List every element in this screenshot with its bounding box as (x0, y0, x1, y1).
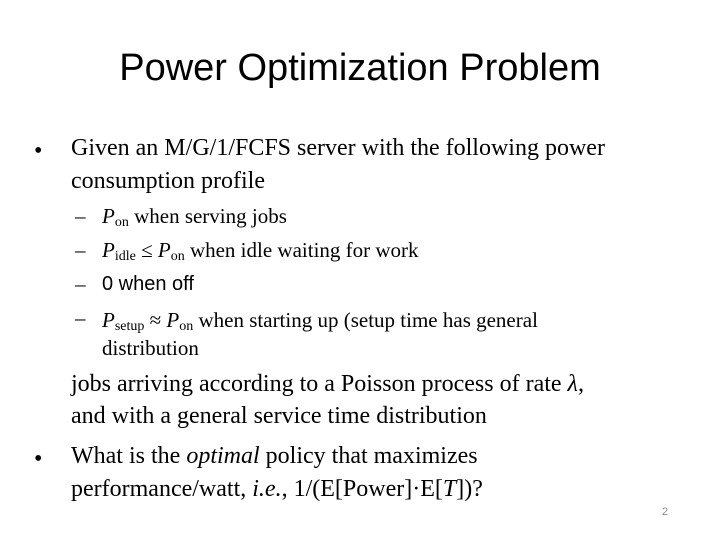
subscript-on: on (179, 319, 194, 334)
ie-emphasis: i.e. (252, 476, 282, 502)
symbol-p: P (102, 308, 115, 332)
bullet-dot-icon: • (34, 138, 43, 164)
continuation-line-2: and with a general service time distribution (71, 403, 487, 429)
dash-icon: – (75, 272, 86, 296)
bullet-1-line-1: Given an M/G/1/FCFS server with the following power (71, 135, 605, 161)
bullet-2-text: , 1/(E[Power]·E[ (281, 476, 443, 502)
subscript-on: on (114, 215, 129, 230)
optimal-emphasis: optimal (186, 443, 260, 469)
sub-item-text: when starting up (setup time has general (193, 308, 538, 332)
subscript-setup: setup (114, 319, 145, 334)
symbol-p: P (102, 204, 115, 228)
continuation-text: jobs arriving according to a Poisson process of rate (71, 371, 568, 397)
bullet-dot-icon: • (34, 446, 43, 472)
dash-icon: – (75, 238, 86, 262)
continuation-comma: , (577, 371, 584, 397)
bullet-2-text: ])? (456, 476, 483, 502)
bullet-2-line-2 (71, 473, 483, 506)
symbol-t: T (442, 476, 457, 502)
continuation-line-1 (71, 368, 584, 401)
symbol-p: P (166, 308, 180, 332)
dash-icon: – (75, 306, 86, 330)
relation-symbol: ≤ (135, 238, 158, 262)
symbol-lambda: λ (567, 371, 578, 397)
sub-item-text: when serving jobs (128, 204, 287, 228)
dash-icon: – (75, 204, 86, 228)
slide-title: Power Optimization Problem (119, 47, 601, 89)
sub-item-off: 0 when off (102, 273, 194, 295)
subscript-on: on (170, 249, 185, 264)
symbol-p: P (102, 238, 115, 262)
sub-item-p-setup-line-2: distribution (102, 336, 199, 360)
bullet-2-text: performance/watt, (71, 476, 253, 502)
subscript-idle: idle (114, 249, 136, 264)
bullet-2-text: policy that maximizes (259, 443, 478, 469)
bullet-2-text: What is the (71, 443, 187, 469)
relation-symbol: ≈ (144, 308, 167, 332)
sub-item-text: when idle waiting for work (184, 238, 419, 262)
page-number: 2 (662, 506, 669, 518)
bullet-2-line-1 (71, 440, 478, 473)
symbol-p: P (157, 238, 171, 262)
bullet-1-line-2: consumption profile (71, 168, 265, 194)
